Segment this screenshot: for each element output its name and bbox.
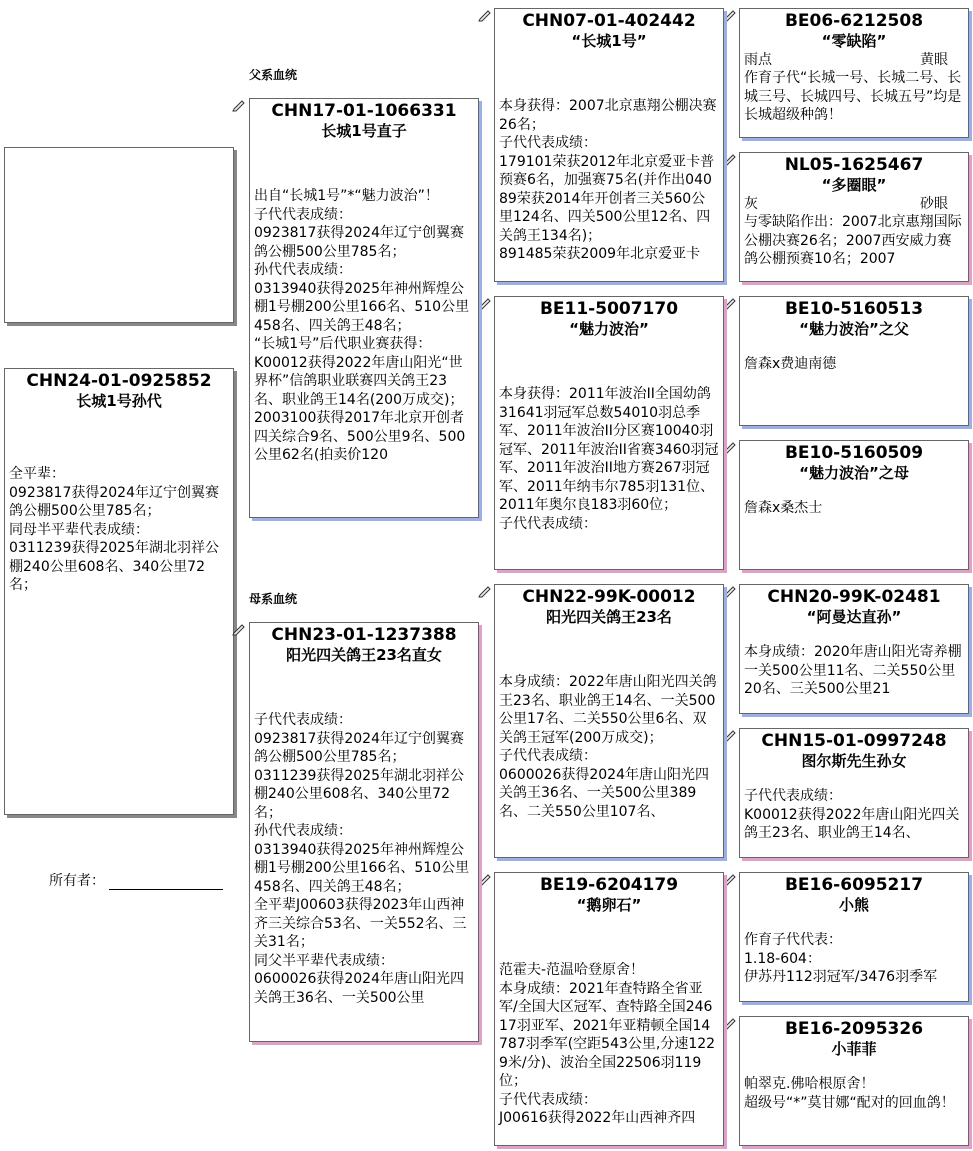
edit-pencil-icon[interactable] xyxy=(723,8,737,22)
pigeon-notes: 子代代表成绩： K00012获得2022年唐山阳光四关鸽王23名、职业鸽王14名、 xyxy=(744,788,960,841)
sire-dam-card xyxy=(494,296,724,570)
ring-number: BE16-6095217 xyxy=(784,875,924,895)
pigeon-name: 长城1号孙代 xyxy=(76,392,162,410)
pigeon-name: “长城1号” xyxy=(571,32,647,50)
dam-sire-card xyxy=(494,584,724,858)
edit-pencil-icon[interactable] xyxy=(723,728,737,742)
pigeon-name: “魅力波治”之父 xyxy=(799,320,909,338)
pigeon-name: 长城1号直子 xyxy=(321,122,407,140)
plumage-color: 雨点 xyxy=(744,52,772,68)
pigeon-name: “鹅卵石” xyxy=(576,896,642,914)
edit-pencil-icon[interactable] xyxy=(723,584,737,598)
sire-card xyxy=(249,98,479,518)
pigeon-name: 阳光四关鸽王23名 xyxy=(546,608,672,626)
ring-number: CHN15-01-0997248 xyxy=(761,731,947,751)
pigeon-notes: 全平辈： 0923817获得2024年辽宁创翼赛鸽公棚500公里785名； 同母半平辈代表成绩： 0311239获得2025年湖北羽祥公棚240公里608名、340公里72名； xyxy=(9,466,219,593)
owner-field xyxy=(49,870,223,890)
pigeon-notes: 作育子代代表： 1.18-604： 伊苏丹112羽冠军/3476羽季军 xyxy=(744,932,938,985)
edit-pencil-icon[interactable] xyxy=(723,440,737,454)
ring-number: NL05-1625467 xyxy=(784,155,924,175)
pigeon-notes: 作育子代“长城一号、长城二号、长城三号、长城四号、长城五号”均是长城超级种鸽！ xyxy=(744,70,962,123)
pigeon-notes: 出自“长城1号”*“魅力波治”！ 子代代表成绩： 0923817获得2024年辽宁创翼赛鸽公棚500公里785名； 孙代代表成绩： 0313940获得2025年神州辉煌公棚1号棚200公里166名、510公里458名、四关鸽王48名； “长城1号”后代职业赛获得： K00012获得2022年唐山阳光“世界杯”信鸽职业联赛四关鸽王23名、职业鸽王14名(200万成交)； 2003100获得2017年北京开创者四关综合9名、500公里9名、500公里62名(拍卖价120 xyxy=(254,188,470,463)
pigeon-name: 阳光四关鸽王23名直女 xyxy=(286,646,442,664)
sdd-card xyxy=(739,440,969,570)
edit-pencil-icon[interactable] xyxy=(232,98,246,112)
dam-card xyxy=(249,622,479,1042)
pigeon-name: 小菲菲 xyxy=(831,1040,877,1058)
ring-number: CHN07-01-402442 xyxy=(522,11,696,31)
pigeon-name: “阿曼达直孙” xyxy=(806,608,902,626)
pigeon-notes: 本身获得：2007北京惠翔公棚决赛26名； 子代代表成绩： 179101荣获2012年北京爱亚卡普预赛6名，加强赛75名(并作出04089荣获2014年开创者三关560公里124名、四关500公里12名、四关鸽王134名)； 891485荣获2009年北京爱亚卡 xyxy=(499,98,717,262)
edit-pencil-icon[interactable] xyxy=(478,8,492,22)
edit-pencil-icon[interactable] xyxy=(232,622,246,636)
sire-sire-card xyxy=(494,8,724,282)
ring-number: BE19-6204179 xyxy=(539,875,679,895)
pigeon-name: “魅力波治” xyxy=(569,320,649,338)
pigeon-notes: 范霍夫-范温哈登原舍！ 本身成绩：2021年查特路全省亚军/全国大区冠军、查特路全国24617羽亚军、2021年亚精顿全国14787羽季军(空距543公里,分速1229米/分)、波治全国22506羽119位； 子代代表成绩： J00616获得2022年山西神齐四 xyxy=(499,962,716,1126)
ring-number: CHN22-99K-00012 xyxy=(522,587,696,607)
pigeon-notes: 本身成绩：2022年唐山阳光四关鸽王23名、职业鸽王14名、一关500公里17名、二关550公里6名、双关鸽王冠军(200万成交)； 子代代表成绩： 0600026获得2024年唐山阳光四关鸽王36名、一关500公里389名、二关550公里107名、 xyxy=(499,674,717,820)
plumage-color: 灰 xyxy=(744,196,758,212)
pigeon-notes: 本身成绩：2020年唐山阳光寄养棚一关500公里11名、二关550公里20名、三关500公里21 xyxy=(744,644,962,697)
edit-pencil-icon[interactable] xyxy=(723,296,737,310)
ring-number: CHN20-99K-02481 xyxy=(767,587,941,607)
edit-pencil-icon[interactable] xyxy=(723,152,737,166)
pigeon-name: “多圈眼” xyxy=(821,176,887,194)
owner-line[interactable] xyxy=(109,888,223,890)
photo-frame xyxy=(4,147,234,323)
pigeon-name: 图尔斯先生孙女 xyxy=(801,752,907,770)
pigeon-notes: 詹森x桑杰士 xyxy=(744,500,823,516)
ring-number: BE11-5007170 xyxy=(539,299,679,319)
ring-number: CHN24-01-0925852 xyxy=(26,371,212,391)
dsd-card xyxy=(739,728,969,858)
pigeon-notes: 帕翠克.佛哈根原舍！ 超级号“*”莫甘娜“配对的回血鸽！ xyxy=(744,1076,955,1111)
pigeon-notes: 与零缺陷作出：2007北京惠翔国际公棚决赛26名；2007西安威力赛鸽公棚预赛10名；2007 xyxy=(744,214,962,267)
ddd-card xyxy=(739,1016,969,1146)
ring-number: BE16-2095326 xyxy=(784,1019,924,1039)
edit-pencil-icon[interactable] xyxy=(478,584,492,598)
sire-line-label: 父系血统 xyxy=(249,68,298,82)
sds-card xyxy=(739,296,969,426)
edit-pencil-icon[interactable] xyxy=(723,1016,737,1030)
sss-card xyxy=(739,8,969,138)
ring-number: BE10-5160509 xyxy=(784,443,924,463)
subject-card xyxy=(4,368,234,815)
color-eye-row xyxy=(740,195,968,213)
eye-type: 黄眼 xyxy=(920,52,948,68)
pigeon-notes: 子代代表成绩： 0923817获得2024年辽宁创翼赛鸽公棚500公里785名； 0311239获得2025年湖北羽祥公棚240公里608名、340公里72名； 孙代代表成绩： 0313940获得2025年神州辉煌公棚1号棚200公里166名、510公里458名、四关鸽王48名； 全平辈J00603获得2023年山西神齐三关综合53名、一关552名、三关31名； 同父半平辈代表成绩： 0600026获得2024年唐山阳光四关鸽王36名、一关500公里 xyxy=(254,712,470,1006)
eye-type: 砂眼 xyxy=(920,196,948,212)
edit-pencil-icon[interactable] xyxy=(478,296,492,310)
pigeon-name: “魅力波治”之母 xyxy=(799,464,909,482)
dam-dam-card xyxy=(494,872,724,1146)
color-eye-row xyxy=(740,51,968,69)
edit-pencil-icon[interactable] xyxy=(478,872,492,886)
dss-card xyxy=(739,584,969,714)
pigeon-name: “零缺陷” xyxy=(821,32,887,50)
ring-number: CHN23-01-1237388 xyxy=(271,625,457,645)
dds-card xyxy=(739,872,969,1002)
edit-pencil-icon[interactable] xyxy=(723,872,737,886)
ring-number: BE06-6212508 xyxy=(784,11,924,31)
ring-number: CHN17-01-1066331 xyxy=(271,101,457,121)
pigeon-name: 小熊 xyxy=(838,896,869,914)
pigeon-notes: 本身获得：2011年波治II全国幼鸽31641羽冠军总数54010羽总季军、2011年波治II分区赛10040羽冠军、2011年波治II省赛3460羽冠军、2011年波治II地方赛267羽冠军、2011年纳韦尔785羽131位、2011年奥尔良183羽60位； 子代代表成绩： xyxy=(499,386,719,532)
dam-line-label: 母系血统 xyxy=(249,592,298,606)
owner-label: 所有者： xyxy=(49,873,105,889)
ring-number: BE10-5160513 xyxy=(784,299,924,319)
ssd-card xyxy=(739,152,969,282)
pigeon-notes: 詹森x费迪南德 xyxy=(744,356,837,372)
